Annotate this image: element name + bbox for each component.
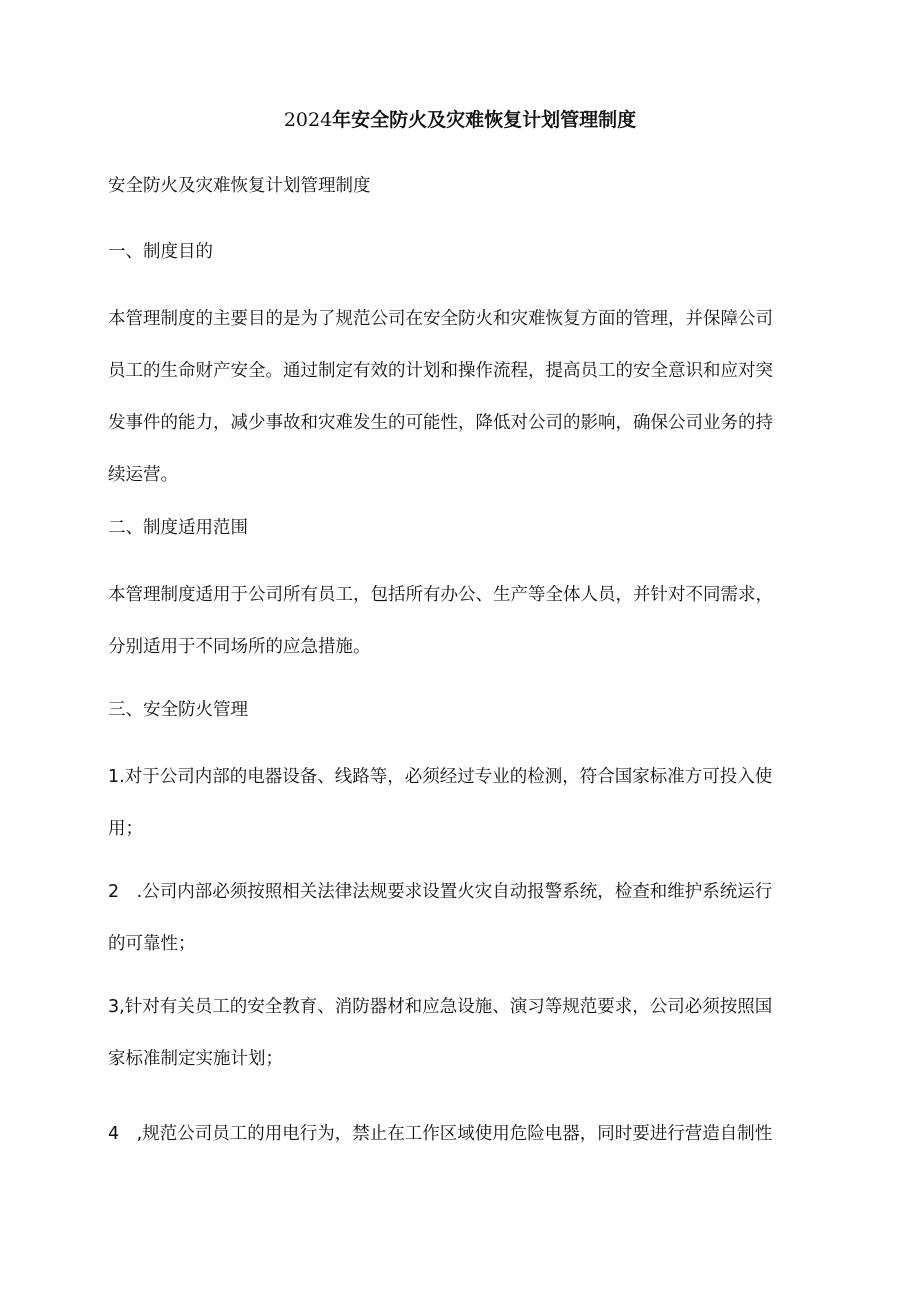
- list-item-1: [108, 751, 818, 855]
- list-item-line: 3,针对有关员工的安全教育、消防器材和应急设施、演习等规范要求，公司必须按照国: [108, 997, 773, 1017]
- title-year: 2024: [283, 109, 333, 131]
- paragraph-scope: [108, 569, 818, 673]
- section-heading-fire-safety: [108, 684, 818, 736]
- document-subtitle: [108, 160, 818, 212]
- list-item-line: 4 ,规范公司员工的用电行为，禁止在工作区域使用危险电器，同时要进行营造自制性: [108, 1124, 773, 1144]
- list-item-2: [108, 866, 818, 970]
- paragraph-line: 续运营。: [108, 465, 178, 485]
- paragraph-line: 本管理制度适用于公司所有员工，包括所有办公、生产等全体人员，并针对不同需求，: [108, 585, 773, 605]
- heading-text: 三、安全防火管理: [108, 700, 248, 720]
- list-item-4: [108, 1108, 818, 1160]
- paragraph-line: 发事件的能力，减少事故和灾难发生的可能性，降低对公司的影响，确保公司业务的持: [108, 413, 773, 433]
- paragraph-line: 本管理制度的主要目的是为了规范公司在安全防火和灾难恢复方面的管理，并保障公司: [108, 309, 773, 329]
- heading-text: 一、制度目的: [108, 242, 213, 262]
- paragraph-line: 分别适用于不同场所的应急措施。: [108, 637, 371, 657]
- document-title: [108, 106, 812, 134]
- list-item-line: 1.对于公司内部的电器设备、线路等，必须经过专业的检测，符合国家标准方可投入使: [108, 767, 773, 787]
- list-item-line: 的可靠性；: [108, 934, 196, 954]
- list-item-3: [108, 981, 818, 1085]
- paragraph-line: 员工的生命财产安全。通过制定有效的计划和操作流程，提高员工的安全意识和应对突: [108, 361, 773, 381]
- paragraph-purpose: [108, 293, 818, 501]
- section-heading-scope: [108, 502, 818, 554]
- list-item-line: 家标准制定实施计划；: [108, 1049, 283, 1069]
- heading-text: 二、制度适用范围: [108, 518, 248, 538]
- list-item-line: 2 .公司内部必须按照相关法律法规要求设置火灾自动报警系统，检查和维护系统运行: [108, 882, 773, 902]
- section-heading-purpose: [108, 226, 818, 278]
- list-item-line: 用；: [108, 819, 143, 839]
- subtitle-text: 安全防火及灾难恢复计划管理制度: [108, 176, 371, 196]
- title-text: 年安全防火及灾难恢复计划管理制度: [332, 109, 637, 131]
